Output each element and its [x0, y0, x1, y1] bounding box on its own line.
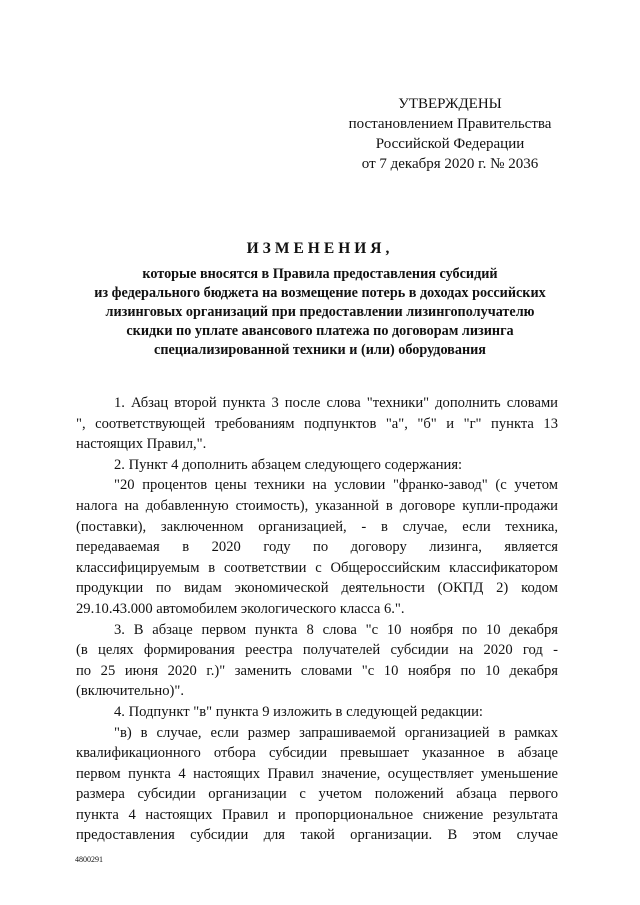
subtitle-line: лизинговых организаций при предоставлении лизингополучателю [105, 304, 535, 320]
document-body [76, 393, 558, 846]
approval-date-number: от 7 декабря 2020 г. № 2036 [361, 156, 539, 172]
body-line: 4. Подпункт "в" пункта 9 изложить в следующей редакции: [114, 703, 483, 720]
subtitle-line: которые вносятся в Правила предоставления субсидий [142, 266, 498, 282]
approval-line: постановлением Правительства [348, 116, 552, 132]
body-line: 2. Пункт 4 дополнить абзацем следующего содержания: [114, 456, 463, 473]
body-line: по 25 июня 2020 г.)" заменить словами "с 10 ноября по 10 декабря [76, 662, 558, 679]
body-line: предоставления субсидии для такой организации. В этом случае [76, 827, 558, 844]
body-line: передаваемая в 2020 году по договору лизинга, является [76, 539, 558, 556]
body-line: "20 процентов цены техники на условии "франко-завод" (с учетом [114, 477, 558, 494]
body-line: (включительно)". [76, 683, 184, 700]
subtitle-line: специализированной техники и (или) оборудования [154, 342, 486, 358]
body-line: первом пункта 4 настоящих Правил значение, осуществляет уменьшение [76, 765, 558, 782]
body-line: (в целях формирования реестра получателей субсидии на 2020 год - [76, 642, 558, 659]
body-line: размера субсидии организации с учетом положений абзаца первого [76, 786, 558, 803]
body-line: 29.10.43.000 автомобилем экологического класса 6.". [76, 600, 405, 617]
subtitle-line: скидки по уплате авансового платежа по договорам лизинга [126, 323, 514, 339]
body-line: пункта 4 настоящих Правил и пропорциональное снижение результата [76, 806, 558, 823]
approval-heading: УТВЕРЖДЕНЫ [398, 96, 502, 112]
body-line: "в) в случае, если размер запрашиваемой организацией в рамках [114, 724, 558, 741]
approval-block [330, 94, 570, 174]
footer-code: 4800291 [75, 855, 103, 864]
body-line: классифицируемым в соответствии с Общероссийским классификатором [76, 559, 558, 576]
body-line: 1. Абзац второй пункта 3 после слова "техники" дополнить словами [114, 395, 558, 411]
body-line: настоящих Правил,". [76, 436, 207, 453]
document-title: ИЗМЕНЕНИЯ, [246, 240, 394, 257]
body-line: 3. В абзаце первом пункта 8 слова "с 10 ноября по 10 декабря [114, 621, 558, 638]
document-subtitle [60, 265, 580, 360]
body-line: ", соответствующей требованиям подпунктов "а", "б" и "г" пункта 13 [76, 415, 558, 432]
approval-line: Российской Федерации [375, 136, 525, 152]
body-line: налога на добавленную стоимость), указанной в договоре купли-продажи [76, 497, 558, 514]
body-line: (поставки), заключенном организацией, - в случае, если техника, [76, 518, 558, 535]
body-line: квалификационного отбора субсидии превышает указанное в абзаце [76, 745, 558, 762]
subtitle-line: из федерального бюджета на возмещение потерь в доходах российских [94, 285, 546, 301]
body-line: продукции по видам экономической деятельности (ОКПД 2) кодом [76, 580, 558, 597]
